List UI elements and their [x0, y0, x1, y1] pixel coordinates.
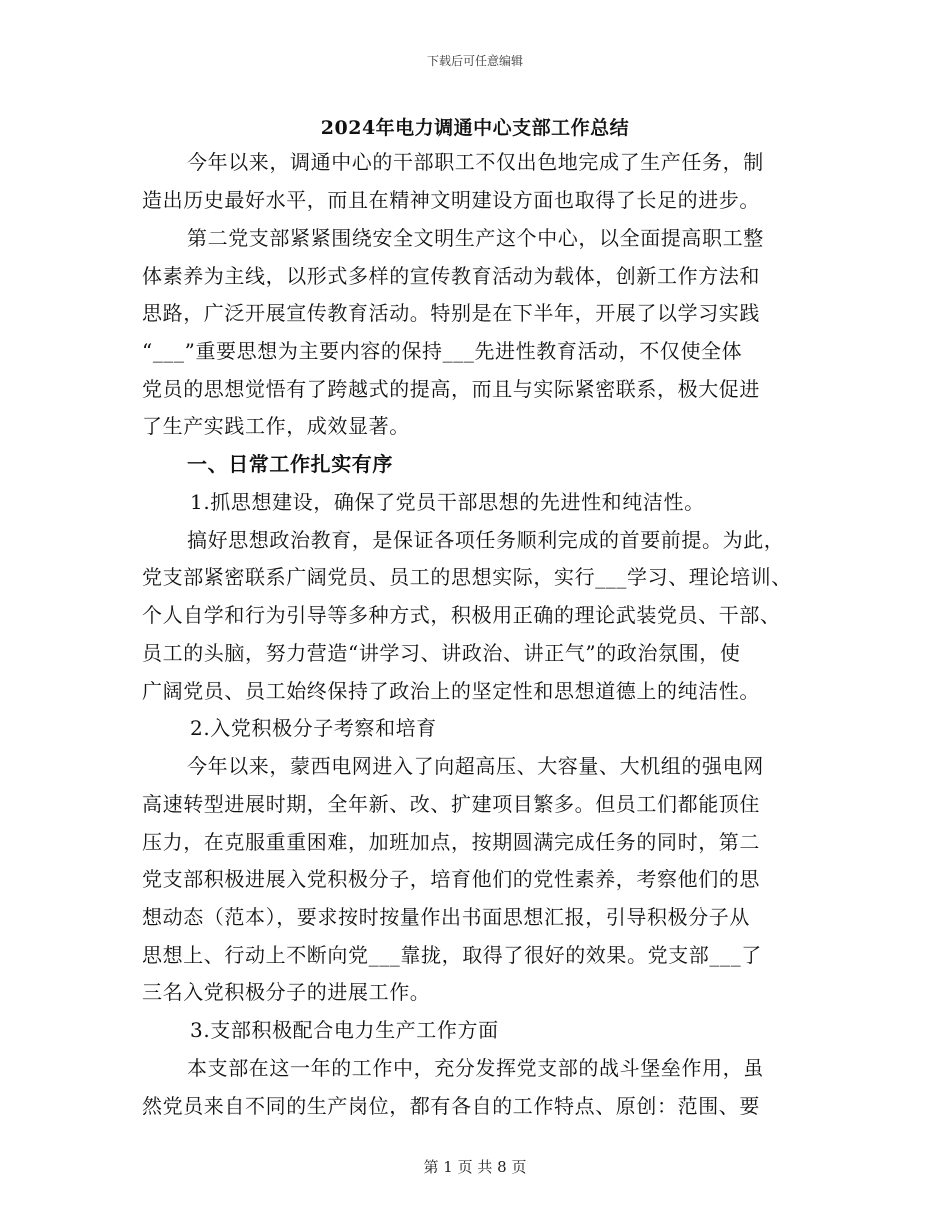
paragraph-line: 三名入党积极分子的进展工作。 — [142, 980, 431, 1004]
page-footer: 第 1 页 共 8 页 — [423, 1158, 527, 1176]
paragraph-line: 第二党支部紧紧围绕安全文明生产这个中心，以全面提高职工整 — [187, 226, 764, 250]
paragraph-line: 党支部积极进展入党积极分子，培育他们的党性素养，考察他们的思 — [142, 867, 760, 891]
paragraph-line: 今年以来，调通中心的干部职工不仅出色地完成了生产任务，制 — [187, 150, 764, 174]
paragraph-line: 员工的头脑，努力营造“讲学习、讲政治、讲正气”的政治氛围，使 — [142, 641, 741, 665]
paragraph-line: 造出历史最好水平，而且在精神文明建设方面也取得了长足的进步。 — [142, 188, 760, 212]
document-title: 2024年电力调通中心支部工作总结 — [320, 117, 630, 139]
subsection-heading: 2.入党积极分子考察和培育 — [190, 716, 437, 740]
paragraph-line: 本支部在这一年的工作中，充分发挥党支部的战斗堡垒作用，虽 — [187, 1056, 764, 1080]
paragraph-line: 党支部紧密联系广阔党员、员工的思想实际，实行___学习、理论培训、 — [142, 565, 792, 589]
page-header: 下载后可任意编辑 — [426, 54, 523, 68]
paragraph-line: 然党员来自不同的生产岗位，都有各自的工作特点、原创：范围、要 — [142, 1094, 760, 1118]
paragraph-line: 党员的思想觉悟有了跨越式的提高，而且与实际紧密联系，极大促进 — [142, 377, 760, 401]
subsection-heading: 3.支部积极配合电力生产工作方面 — [190, 1018, 499, 1042]
paragraph-line: 了生产实践工作，成效显著。 — [142, 414, 410, 438]
paragraph-line: “___”重要思想为主要内容的保持___先进性教育活动，不仅使全体 — [142, 339, 743, 363]
subsection-heading: 1.抓思想建设，确保了党员干部思想的先进性和纯洁性。 — [190, 490, 705, 514]
paragraph-line: 思路，广泛开展宣传教育活动。特别是在下半年，开展了以学习实践 — [142, 301, 760, 325]
paragraph-line: 体素养为主线，以形式多样的宣传教育活动为载体，创新工作方法和 — [142, 264, 760, 288]
paragraph-line: 高速转型进展时期，全年新、改、扩建项目繁多。但员工们都能顶住 — [142, 792, 760, 816]
paragraph-line: 压力，在克服重重困难，加班加点，按期圆满完成任务的同时，第二 — [142, 830, 760, 854]
paragraph-line: 今年以来，蒙西电网进入了向超高压、大容量、大机组的强电网 — [187, 754, 764, 778]
section-heading: 一、日常工作扎实有序 — [187, 452, 393, 476]
paragraph-line: 思想上、行动上不断向党___靠拢，取得了很好的效果。党支部___了 — [142, 943, 762, 967]
paragraph-line: 广阔党员、员工始终保持了政治上的坚定性和思想道德上的纯洁性。 — [142, 679, 760, 703]
paragraph-line: 想动态（范本），要求按时按量作出书面思想汇报，引导积极分子从 — [142, 905, 750, 929]
paragraph-line: 搞好思想政治教育，是保证各项任务顺利完成的首要前提。为此， — [187, 528, 785, 552]
paragraph-line: 个人自学和行为引导等多种方式，积极用正确的理论武装党员、干部、 — [142, 603, 781, 627]
